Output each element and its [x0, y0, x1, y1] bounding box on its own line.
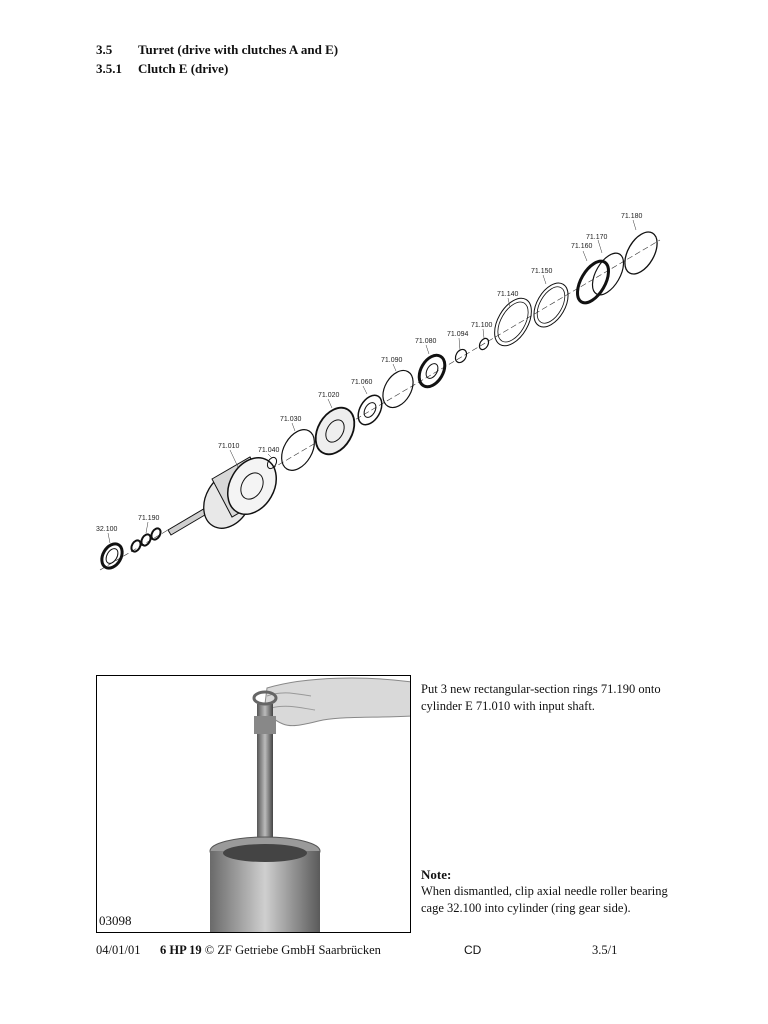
subsection-heading [96, 61, 228, 77]
part-32-100-outer [98, 540, 127, 572]
section-title: Turret (drive with clutches A and E) [138, 42, 339, 57]
part-71-190-ring-3 [150, 527, 163, 541]
footer-page-number: 3.5/1 [592, 943, 618, 957]
label-71-080: 71.080 [415, 338, 437, 345]
part-71-060-outer [353, 391, 386, 429]
part-71-180 [618, 227, 664, 280]
hand [265, 678, 411, 726]
label-71-160: 71.160 [571, 243, 593, 250]
part-71-080-outer [414, 351, 450, 391]
part-71-090 [377, 365, 420, 413]
label-71-090: 71.090 [381, 357, 403, 364]
exploded-parts-diagram [80, 195, 680, 590]
label-71-180: 71.180 [621, 213, 643, 220]
label-71-170: 71.170 [586, 234, 608, 241]
note-title: Note: [421, 867, 452, 882]
photo-illustration [97, 676, 411, 933]
note-text: When dismantled, clip axial needle roller bearing cage 32.100 into cylinder (ring gear side). [421, 884, 668, 915]
page-footer [96, 943, 656, 963]
subsection-title: Clutch E (drive) [138, 61, 229, 76]
part-71-030 [275, 424, 321, 476]
part-71-150-outer [527, 277, 575, 333]
part-71-140-outer [487, 292, 539, 352]
label-71-060: 71.060 [351, 379, 373, 386]
part-71-140-inner [492, 297, 535, 347]
footer-date: 04/01/01 [96, 943, 141, 957]
subsection-number: 3.5.1 [96, 61, 122, 76]
footer-product: 6 HP 19 [160, 943, 202, 957]
part-71-060-inner [362, 401, 379, 420]
footer-title [160, 943, 381, 958]
label-71-094: 71.094 [447, 331, 469, 338]
section-number: 3.5 [96, 42, 113, 57]
footer-copyright: © ZF Getriebe GmbH Saarbrücken [204, 943, 381, 957]
label-71-140: 71.140 [497, 291, 519, 298]
label-71-020: 71.020 [318, 392, 340, 399]
part-71-150-inner [531, 282, 570, 328]
label-71-040: 71.040 [258, 447, 280, 454]
label-32-100: 32.100 [96, 526, 118, 533]
section-heading [96, 42, 338, 58]
part-71-094 [453, 347, 469, 364]
photo-id: 03098 [99, 913, 132, 928]
footer-cd: CD [464, 943, 482, 957]
label-71-010: 71.010 [218, 443, 240, 450]
instruction-text: Put 3 new rectangular-section rings 71.190 onto cylinder E 71.010 with input shaft. [421, 682, 661, 713]
drum-inner [223, 844, 307, 862]
part-71-020-outer [308, 401, 362, 461]
drum-body [210, 851, 320, 933]
label-71-150: 71.150 [531, 268, 553, 275]
label-71-100: 71.100 [471, 322, 493, 329]
label-71-190: 71.190 [138, 515, 160, 522]
photo-frame [96, 675, 411, 933]
label-71-030: 71.030 [280, 416, 302, 423]
shaft-spline [254, 716, 276, 734]
